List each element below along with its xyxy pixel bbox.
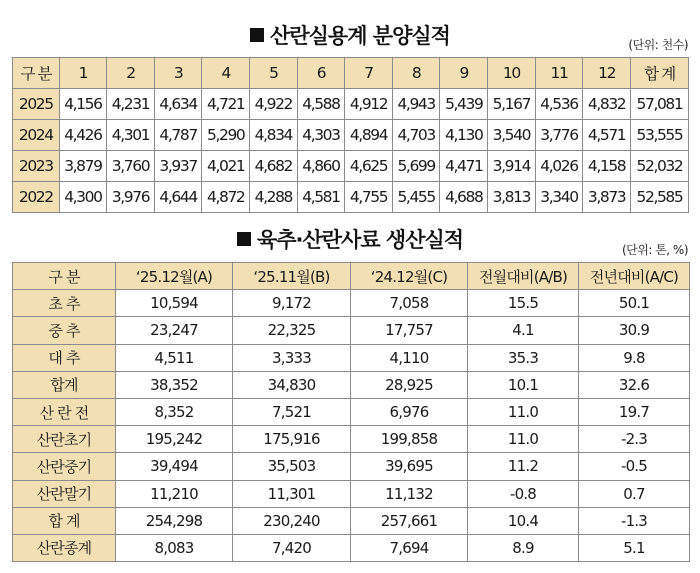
table-cell: 35.3 <box>468 344 579 371</box>
column-header: 구 분 <box>13 58 60 89</box>
feed-production-table <box>12 262 690 562</box>
table-cell: 4,156 <box>59 89 107 120</box>
table-cell: 4,300 <box>59 182 107 213</box>
table-cell: 257,661 <box>351 507 468 534</box>
table-cell: 30.9 <box>579 317 690 344</box>
table-cell: 5,699 <box>392 151 440 182</box>
table-cell: 4,721 <box>202 89 250 120</box>
column-header: 전년대비(A/C) <box>579 263 690 290</box>
table1-title: 산란실용계 분양실적 <box>0 20 700 50</box>
table-cell: 3,873 <box>583 182 631 213</box>
table-cell: 4,288 <box>250 182 298 213</box>
table-cell: 4,511 <box>116 344 233 371</box>
feed-row <box>13 344 690 371</box>
table-cell: 4,634 <box>154 89 202 120</box>
table-cell: 4,894 <box>345 120 393 151</box>
feed-row <box>13 480 690 507</box>
column-header: 1 <box>59 58 107 89</box>
feed-row <box>13 317 690 344</box>
feed-row <box>13 426 690 453</box>
column-header: 10 <box>488 58 536 89</box>
table-cell: 5,290 <box>202 120 250 151</box>
table-cell: 4,688 <box>440 182 488 213</box>
table-cell: 7,521 <box>233 398 351 425</box>
column-header: 7 <box>345 58 393 89</box>
table-cell: 5.1 <box>579 534 690 561</box>
row-label: 대 추 <box>13 344 116 371</box>
column-header: 3 <box>154 58 202 89</box>
table-cell: 39,695 <box>351 453 468 480</box>
table-cell: 19.7 <box>579 398 690 425</box>
table-cell: 4,426 <box>59 120 107 151</box>
table-cell: 57,081 <box>630 89 688 120</box>
table-cell: 199,858 <box>351 426 468 453</box>
table-cell: 11.0 <box>468 426 579 453</box>
header-row <box>13 263 690 290</box>
table-cell: 50.1 <box>579 290 690 317</box>
table-cell: 4.1 <box>468 317 579 344</box>
table-cell: 4,625 <box>345 151 393 182</box>
column-header: ‘24.12월(C) <box>351 263 468 290</box>
table-cell: 5,439 <box>440 89 488 120</box>
column-header: 2 <box>107 58 155 89</box>
table-cell: 4,943 <box>392 89 440 120</box>
table-cell: 53,555 <box>630 120 688 151</box>
row-label: 산란초기 <box>13 426 116 453</box>
table-cell: 3,333 <box>233 344 351 371</box>
table-cell: 3,914 <box>488 151 536 182</box>
table-cell: 175,916 <box>233 426 351 453</box>
table-cell: 4,026 <box>535 151 583 182</box>
column-header: 구 분 <box>13 263 116 290</box>
table-cell: 3,760 <box>107 151 155 182</box>
table-cell: 7,058 <box>351 290 468 317</box>
table-cell: 17,757 <box>351 317 468 344</box>
table-cell: -0.5 <box>579 453 690 480</box>
column-header: 전월대비(A/B) <box>468 263 579 290</box>
table-cell: -0.8 <box>468 480 579 507</box>
table-cell: 10,594 <box>116 290 233 317</box>
table-cell: 4,581 <box>297 182 345 213</box>
column-header: 9 <box>440 58 488 89</box>
table-cell: 22,325 <box>233 317 351 344</box>
column-header: 5 <box>250 58 298 89</box>
table-cell: 11.0 <box>468 398 579 425</box>
table-cell: 4,110 <box>351 344 468 371</box>
year-row <box>13 182 689 213</box>
row-label: 합 계 <box>13 507 116 534</box>
table-cell: 195,242 <box>116 426 233 453</box>
year-row <box>13 89 689 120</box>
table-cell: 23,247 <box>116 317 233 344</box>
table-cell: 4,832 <box>583 89 631 120</box>
feed-row <box>13 290 690 317</box>
table-cell: 3,813 <box>488 182 536 213</box>
table-cell: 8.9 <box>468 534 579 561</box>
table-cell: 4,231 <box>107 89 155 120</box>
row-label: 산란종계 <box>13 534 116 561</box>
table-cell: 5,455 <box>392 182 440 213</box>
table-cell: 38,352 <box>116 371 233 398</box>
table-cell: 34,830 <box>233 371 351 398</box>
table-cell: 4,860 <box>297 151 345 182</box>
table-cell: 8,352 <box>116 398 233 425</box>
table-cell: 0.7 <box>579 480 690 507</box>
feed-row <box>13 371 690 398</box>
table-cell: 9,172 <box>233 290 351 317</box>
table-cell: 4,571 <box>583 120 631 151</box>
table-cell: 28,925 <box>351 371 468 398</box>
table-cell: 4,130 <box>440 120 488 151</box>
table-cell: 8,083 <box>116 534 233 561</box>
table-cell: 11,301 <box>233 480 351 507</box>
row-label: 합계 <box>13 371 116 398</box>
table-cell: 9.8 <box>579 344 690 371</box>
table-cell: 4,536 <box>535 89 583 120</box>
row-label: 초 추 <box>13 290 116 317</box>
table1-unit: (단위: 천수) <box>628 38 688 52</box>
table-cell: 4,922 <box>250 89 298 120</box>
chick-distribution-table <box>12 57 689 213</box>
table-cell: 11,132 <box>351 480 468 507</box>
table-cell: 11.2 <box>468 453 579 480</box>
table-cell: 3,340 <box>535 182 583 213</box>
table-cell: 4,682 <box>250 151 298 182</box>
column-header: 11 <box>535 58 583 89</box>
table-cell: 32.6 <box>579 371 690 398</box>
column-header: 합 계 <box>630 58 688 89</box>
table-cell: 15.5 <box>468 290 579 317</box>
row-label: 산란중기 <box>13 453 116 480</box>
row-label: 2022 <box>13 182 60 213</box>
row-label: 2024 <box>13 120 60 151</box>
table-cell: 3,879 <box>59 151 107 182</box>
column-header: ‘25.11월(B) <box>233 263 351 290</box>
table-cell: 4,834 <box>250 120 298 151</box>
table-cell: 6,976 <box>351 398 468 425</box>
table-cell: 3,540 <box>488 120 536 151</box>
table2-unit: (단위: 톤, %) <box>621 243 688 257</box>
table-cell: 4,588 <box>297 89 345 120</box>
table-cell: -2.3 <box>579 426 690 453</box>
table2-title: 육추·산란사료 생산실적 <box>0 224 700 254</box>
table-cell: 4,703 <box>392 120 440 151</box>
table-cell: 7,420 <box>233 534 351 561</box>
year-row <box>13 120 689 151</box>
table-cell: 254,298 <box>116 507 233 534</box>
table-cell: 4,471 <box>440 151 488 182</box>
column-header: 8 <box>392 58 440 89</box>
table-cell: 4,755 <box>345 182 393 213</box>
column-header: 6 <box>297 58 345 89</box>
table-cell: 3,976 <box>107 182 155 213</box>
table-cell: 52,032 <box>630 151 688 182</box>
row-label: 중 추 <box>13 317 116 344</box>
square-bullet-icon <box>250 28 264 42</box>
table-cell: 10.1 <box>468 371 579 398</box>
table-cell: -1.3 <box>579 507 690 534</box>
year-row <box>13 151 689 182</box>
table-cell: 39,494 <box>116 453 233 480</box>
table-cell: 3,776 <box>535 120 583 151</box>
feed-row <box>13 398 690 425</box>
feed-row <box>13 507 690 534</box>
table-cell: 52,585 <box>630 182 688 213</box>
table-cell: 4,021 <box>202 151 250 182</box>
column-header: 12 <box>583 58 631 89</box>
table-cell: 4,158 <box>583 151 631 182</box>
column-header: ‘25.12월(A) <box>116 263 233 290</box>
table-cell: 3,937 <box>154 151 202 182</box>
table-cell: 4,301 <box>107 120 155 151</box>
table-cell: 10.4 <box>468 507 579 534</box>
table-cell: 4,912 <box>345 89 393 120</box>
header-row <box>13 58 689 89</box>
table-cell: 4,303 <box>297 120 345 151</box>
column-header: 4 <box>202 58 250 89</box>
table-cell: 5,167 <box>488 89 536 120</box>
table-cell: 7,694 <box>351 534 468 561</box>
square-bullet-icon <box>237 232 251 246</box>
feed-row <box>13 534 690 561</box>
row-label: 2023 <box>13 151 60 182</box>
row-label: 2025 <box>13 89 60 120</box>
row-label: 산 란 전 <box>13 398 116 425</box>
table-cell: 11,210 <box>116 480 233 507</box>
table-cell: 4,872 <box>202 182 250 213</box>
table-cell: 4,644 <box>154 182 202 213</box>
feed-row <box>13 453 690 480</box>
table-cell: 230,240 <box>233 507 351 534</box>
row-label: 산란말기 <box>13 480 116 507</box>
table-cell: 35,503 <box>233 453 351 480</box>
table-cell: 4,787 <box>154 120 202 151</box>
